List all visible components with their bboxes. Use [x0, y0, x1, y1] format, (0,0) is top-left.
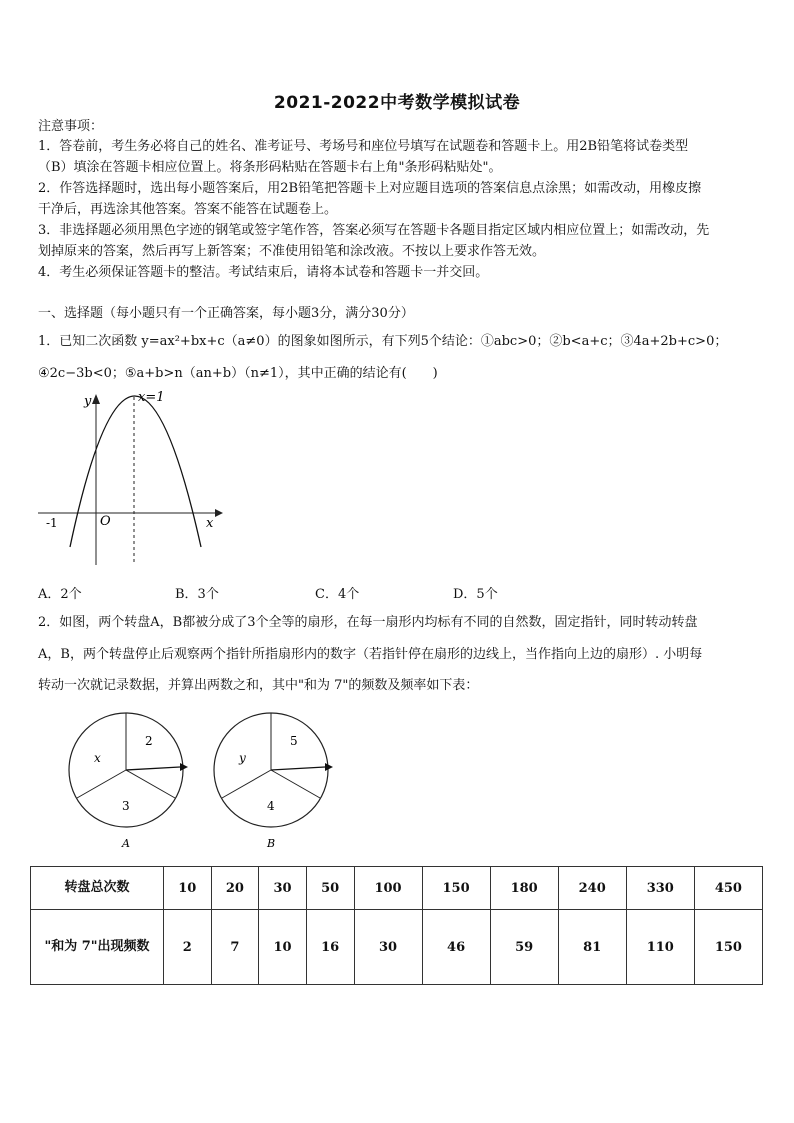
parabola-curve	[70, 396, 201, 547]
table-cell: 180	[490, 867, 558, 910]
table-cell: 10	[259, 910, 307, 985]
table-row	[31, 867, 763, 910]
spinner-b-sector: 4	[267, 799, 275, 813]
table-cell: 240	[558, 867, 626, 910]
spinner-b-sector: y	[239, 751, 246, 765]
table-header-cell: 转盘总次数	[31, 867, 164, 910]
option-d: D．5个	[453, 587, 498, 602]
y-axis-label: y	[84, 394, 92, 409]
table-header-cell: "和为 7"出现频数	[31, 910, 164, 985]
notice-line: 划掉原来的答案，然后再写上新答案；不准使用铅笔和涂改液。不按以上要求作答无效。	[38, 244, 546, 259]
notice-line: 3．非选择题必须用黑色字迹的钢笔或签字笔作答，答案必须写在答题卡各题目指定区域内相应位置上；如需改动，先	[38, 223, 710, 238]
x-axis-label: x	[206, 516, 214, 531]
parabola-graph	[30, 385, 230, 565]
spinner-a-divider	[77, 770, 126, 798]
spinner-b	[209, 712, 339, 852]
notice-heading: 注意事项：	[38, 119, 104, 134]
notice-line: 4．考生必须保证答题卡的整洁。考试结束后，请将本试卷和答题卡一并交回。	[38, 265, 489, 280]
table-cell: 330	[626, 867, 694, 910]
spinner-a-sector: x	[94, 751, 101, 765]
spinner-b-sector: 5	[290, 734, 298, 748]
spinner-b-label: B	[267, 837, 276, 850]
option-b: B．3个	[175, 587, 219, 602]
notice-line: 1．答卷前，考生务必将自己的姓名、准考证号、考场号和座位号填写在试题卷和答题卡上。用2B铅笔将试卷类型	[38, 139, 689, 154]
option-c: C．4个	[315, 587, 360, 602]
table-cell: 150	[422, 867, 490, 910]
table-cell: 30	[259, 867, 307, 910]
spinner-b-divider	[271, 770, 320, 798]
table-cell: 59	[490, 910, 558, 985]
table-cell: 7	[211, 910, 259, 985]
page-title: 2021-2022中考数学模拟试卷	[273, 93, 521, 113]
spinner-a-sector: 2	[145, 734, 153, 748]
table-row	[31, 910, 763, 985]
spinner-a-label: A	[122, 837, 130, 850]
x-axis-arrow	[215, 509, 223, 517]
question-2-text: 2．如图，两个转盘A，B都被分成了3个全等的扇形，在每一扇形内均标有不同的自然数，固定指针，同时转动转盘	[38, 615, 698, 630]
table-cell: 100	[354, 867, 422, 910]
y-axis-arrow	[92, 394, 100, 404]
spinner-a	[64, 712, 194, 852]
frequency-table	[30, 866, 763, 985]
section-heading: 一、选择题（每小题只有一个正确答案，每小题3分，满分30分）	[38, 306, 414, 321]
spinner-a-pointer	[126, 767, 180, 770]
option-a: A．2个	[38, 587, 82, 602]
table-cell: 46	[422, 910, 490, 985]
notice-line: （B）填涂在答题卡相应位置上。将条形码粘贴在答题卡右上角"条形码粘贴处"。	[38, 160, 502, 175]
table-cell: 110	[626, 910, 694, 985]
notice-line: 2．作答选择题时，选出每小题答案后，用2B铅笔把答题卡上对应题目选项的答案信息点涂黑；如需改动，用橡皮擦	[38, 181, 702, 196]
table-cell: 150	[694, 910, 762, 985]
table-cell: 10	[164, 867, 212, 910]
symmetry-axis-label: x=1	[138, 390, 165, 405]
table-cell: 81	[558, 910, 626, 985]
neg-one-label: -1	[46, 516, 58, 530]
question-1-text: ④2c−3b<0；⑤a+b>n（an+b）（n≠1），其中正确的结论有( )	[38, 366, 438, 381]
notice-line: 干净后，再选涂其他答案。答案不能答在试题卷上。	[38, 202, 338, 217]
table-cell: 16	[306, 910, 354, 985]
spinner-b-divider	[222, 770, 271, 798]
spinner-b-pointer-head	[325, 763, 333, 771]
spinner-a-sector: 3	[122, 799, 130, 813]
table-cell: 30	[354, 910, 422, 985]
origin-label: O	[100, 514, 111, 529]
question-2-text: 转动一次就记录数据，并算出两数之和，其中"和为 7"的频数及频率如下表：	[38, 678, 479, 693]
table-cell: 450	[694, 867, 762, 910]
spinner-a-pointer-head	[180, 763, 188, 771]
table-cell: 50	[306, 867, 354, 910]
spinner-b-pointer	[271, 767, 325, 770]
table-cell: 20	[211, 867, 259, 910]
question-2-text: A，B，两个转盘停止后观察两个指针所指扇形内的数字（若指针停在扇形的边线上，当作指向上边的扇形）. 小明每	[38, 647, 703, 662]
question-1-text: 1．已知二次函数 y=ax²+bx+c（a≠0）的图象如图所示，有下列5个结论：①abc>0；②b<a+c；③4a+2b+c>0；	[38, 334, 728, 349]
spinner-a-divider	[126, 770, 175, 798]
table-cell: 2	[164, 910, 212, 985]
